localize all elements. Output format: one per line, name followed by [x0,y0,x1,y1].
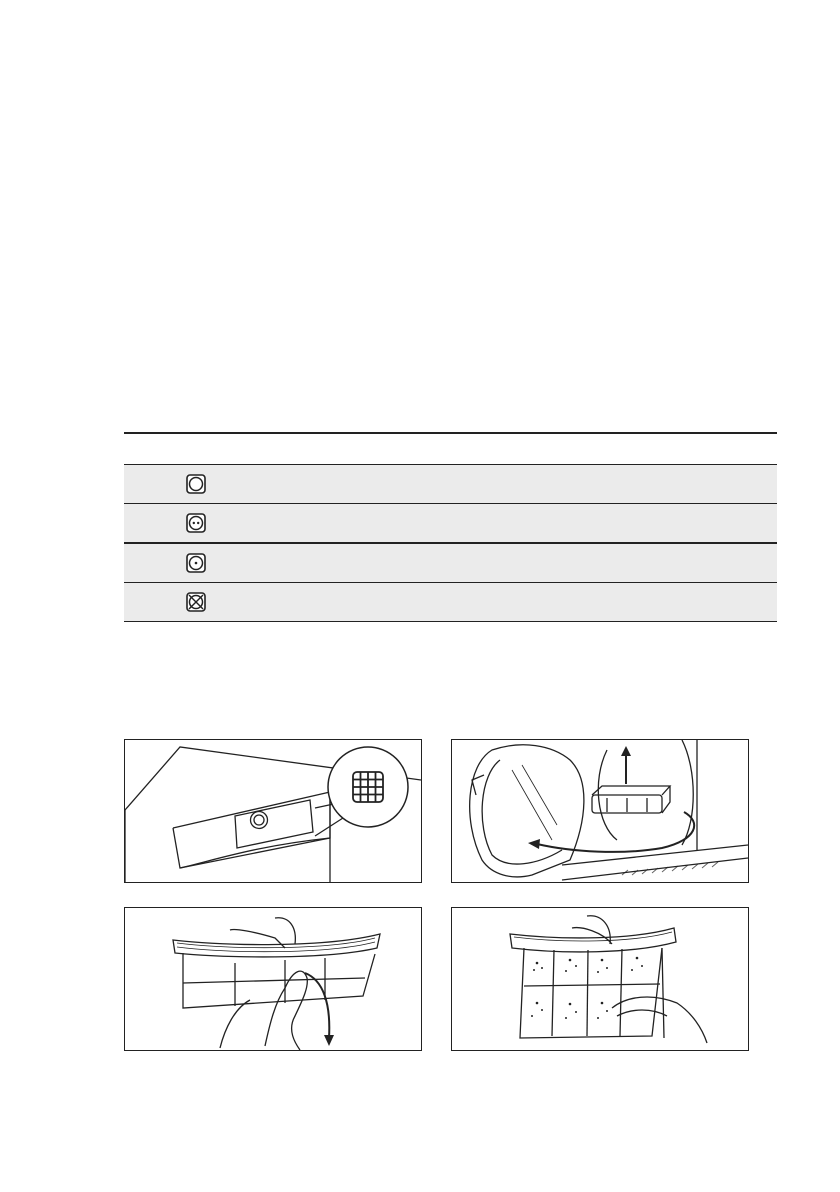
one-dot-circle-in-square-icon [186,553,206,573]
up-arrow-icon [621,746,631,784]
two-dots-circle-in-square-icon [186,513,206,533]
down-arrow-icon [305,973,334,1046]
figure-dryer-panel [124,739,422,883]
table-header [124,432,777,465]
figure-clean-filter [451,907,749,1051]
symbols-table [124,432,777,622]
circle-in-square-icon [186,474,206,494]
filter-grid-icon [328,747,408,827]
table-row [124,504,777,544]
table-row [124,583,777,622]
table-row [124,465,777,504]
figure-remove-filter [451,739,749,883]
crossed-square-icon [186,592,206,612]
figure-open-filter [124,907,422,1051]
table-row [124,544,777,583]
